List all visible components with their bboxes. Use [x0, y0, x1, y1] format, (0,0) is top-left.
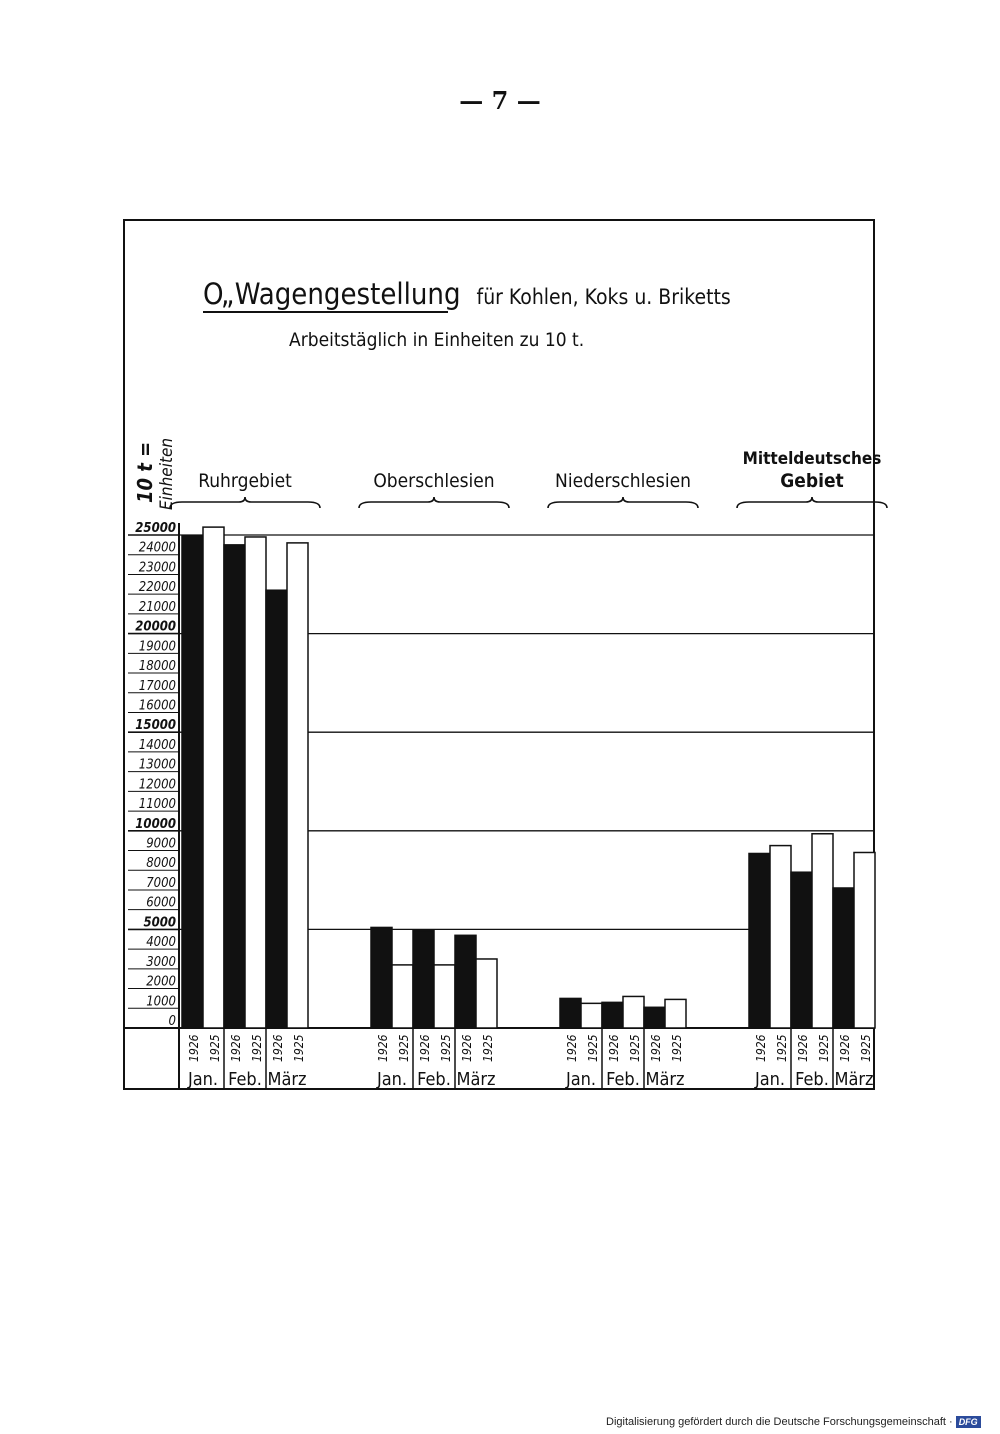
y-tick-label: 10000 — [135, 816, 176, 832]
y-tick-label: 3000 — [146, 954, 176, 970]
y-tick-label: 23000 — [138, 560, 176, 576]
bar-1925 — [203, 527, 224, 1028]
x-year-label: 1925 — [817, 1034, 831, 1062]
bar-1926 — [644, 1007, 665, 1028]
x-year-label: 1926 — [271, 1034, 285, 1062]
x-year-label: 1925 — [775, 1034, 789, 1062]
bar-1926 — [791, 872, 812, 1028]
chart-title-prefix: O„ — [203, 277, 231, 311]
y-tick-label: 5000 — [143, 915, 176, 931]
bar-1926 — [182, 536, 203, 1028]
y-tick-label: 14000 — [138, 737, 176, 753]
y-tick-label: 20000 — [135, 619, 176, 635]
x-month-label: Feb. — [417, 1069, 451, 1090]
x-year-label: 1926 — [607, 1034, 621, 1062]
y-tick-label: 19000 — [138, 639, 176, 655]
x-year-label: 1926 — [229, 1034, 243, 1062]
y-tick-label: 11000 — [138, 797, 176, 813]
y-tick-label: 7000 — [146, 875, 176, 891]
y-tick-label: 0 — [168, 1014, 176, 1029]
bar-1926 — [371, 927, 392, 1028]
x-month-label: März — [645, 1069, 685, 1090]
bar-1925 — [770, 846, 791, 1028]
footer-text: Digitalisierung gefördert durch die Deutsche Forschungsgemeinschaft · — [606, 1416, 953, 1428]
y-tick-label: 1000 — [146, 994, 176, 1010]
bar-1925 — [665, 999, 686, 1028]
group-brace — [359, 497, 509, 508]
x-year-label: 1925 — [628, 1034, 642, 1062]
x-year-label: 1925 — [439, 1034, 453, 1062]
chart-title-main: Wagengestellung — [234, 277, 461, 311]
y-tick-label: 17000 — [138, 678, 176, 694]
x-month-label: Feb. — [606, 1069, 640, 1090]
x-month-label: Jan. — [754, 1069, 786, 1090]
x-year-label: 1926 — [565, 1034, 579, 1062]
bar-1925 — [245, 537, 266, 1028]
group-label: Ruhrgebiet — [198, 470, 292, 492]
x-year-label: 1925 — [859, 1034, 873, 1062]
bar-1926 — [224, 545, 245, 1028]
bar-1925 — [434, 965, 455, 1028]
x-year-label: 1925 — [250, 1034, 264, 1062]
x-month-label: Jan. — [376, 1069, 408, 1090]
x-month-label: Jan. — [565, 1069, 597, 1090]
x-year-label: 1926 — [460, 1034, 474, 1062]
group-brace — [737, 497, 887, 508]
bar-1925 — [476, 959, 497, 1028]
x-month-label: Jan. — [187, 1069, 219, 1090]
x-year-label: 1925 — [586, 1034, 600, 1062]
y-tick-label: 9000 — [146, 836, 176, 852]
x-year-label: 1925 — [292, 1034, 306, 1062]
group-label-line2: Gebiet — [780, 470, 844, 492]
y-tick-label: 4000 — [146, 935, 176, 951]
x-year-label: 1926 — [838, 1034, 852, 1062]
group-label: Niederschlesien — [555, 470, 691, 492]
x-month-label: Feb. — [228, 1069, 262, 1090]
x-month-label: März — [834, 1069, 874, 1090]
y-tick-label: 22000 — [138, 580, 176, 596]
group-label-line1: Mitteldeutsches — [742, 449, 882, 469]
bar-1925 — [812, 834, 833, 1028]
group-label: Oberschlesien — [373, 470, 495, 492]
x-year-label: 1926 — [649, 1034, 663, 1062]
y-tick-label: 21000 — [138, 599, 176, 615]
bar-1926 — [560, 998, 581, 1028]
bar-1926 — [833, 888, 854, 1028]
y-axis-label-line2: Einheiten — [157, 437, 177, 510]
group-brace — [170, 497, 320, 508]
dfg-logo: DFG — [956, 1416, 981, 1428]
bar-1925 — [623, 996, 644, 1028]
y-tick-label: 12000 — [138, 777, 176, 793]
y-axis-label-line1: 10 t = — [133, 441, 157, 503]
bar-1925 — [287, 543, 308, 1028]
x-year-label: 1926 — [187, 1034, 201, 1062]
page-number: — 7 — — [459, 86, 541, 115]
bar-1926 — [266, 590, 287, 1028]
x-year-label: 1925 — [397, 1034, 411, 1062]
y-tick-label: 13000 — [138, 757, 176, 773]
bar-1926 — [749, 853, 770, 1028]
y-tick-label: 24000 — [138, 540, 176, 556]
x-year-label: 1926 — [376, 1034, 390, 1062]
x-year-label: 1925 — [208, 1034, 222, 1062]
group-brace — [548, 497, 698, 508]
chart-title — [203, 277, 731, 311]
x-month-label: März — [456, 1069, 496, 1090]
y-tick-label: 15000 — [135, 718, 176, 734]
chart-subtitle: Arbeitstäglich in Einheiten zu 10 t. — [289, 329, 585, 351]
y-tick-label: 18000 — [138, 659, 176, 675]
bar-1925 — [854, 852, 875, 1028]
y-tick-label: 8000 — [146, 856, 176, 872]
x-year-label: 1926 — [754, 1034, 768, 1062]
x-year-label: 1925 — [481, 1034, 495, 1062]
y-tick-label: 2000 — [146, 974, 176, 990]
bar-1925 — [392, 965, 413, 1028]
x-month-label: März — [267, 1069, 307, 1090]
y-tick-label: 25000 — [135, 521, 176, 536]
x-year-label: 1925 — [670, 1034, 684, 1062]
footer-credit — [606, 1416, 981, 1428]
bar-1926 — [602, 1002, 623, 1028]
x-month-label: Feb. — [795, 1069, 829, 1090]
x-year-label: 1926 — [418, 1034, 432, 1062]
chart-title-suffix: für Kohlen, Koks u. Briketts — [476, 285, 731, 309]
y-tick-label: 16000 — [138, 698, 176, 714]
x-year-label: 1926 — [796, 1034, 810, 1062]
bar-1926 — [455, 935, 476, 1028]
y-tick-label: 6000 — [146, 895, 176, 911]
bar-1925 — [581, 1003, 602, 1028]
bar-1926 — [413, 930, 434, 1028]
